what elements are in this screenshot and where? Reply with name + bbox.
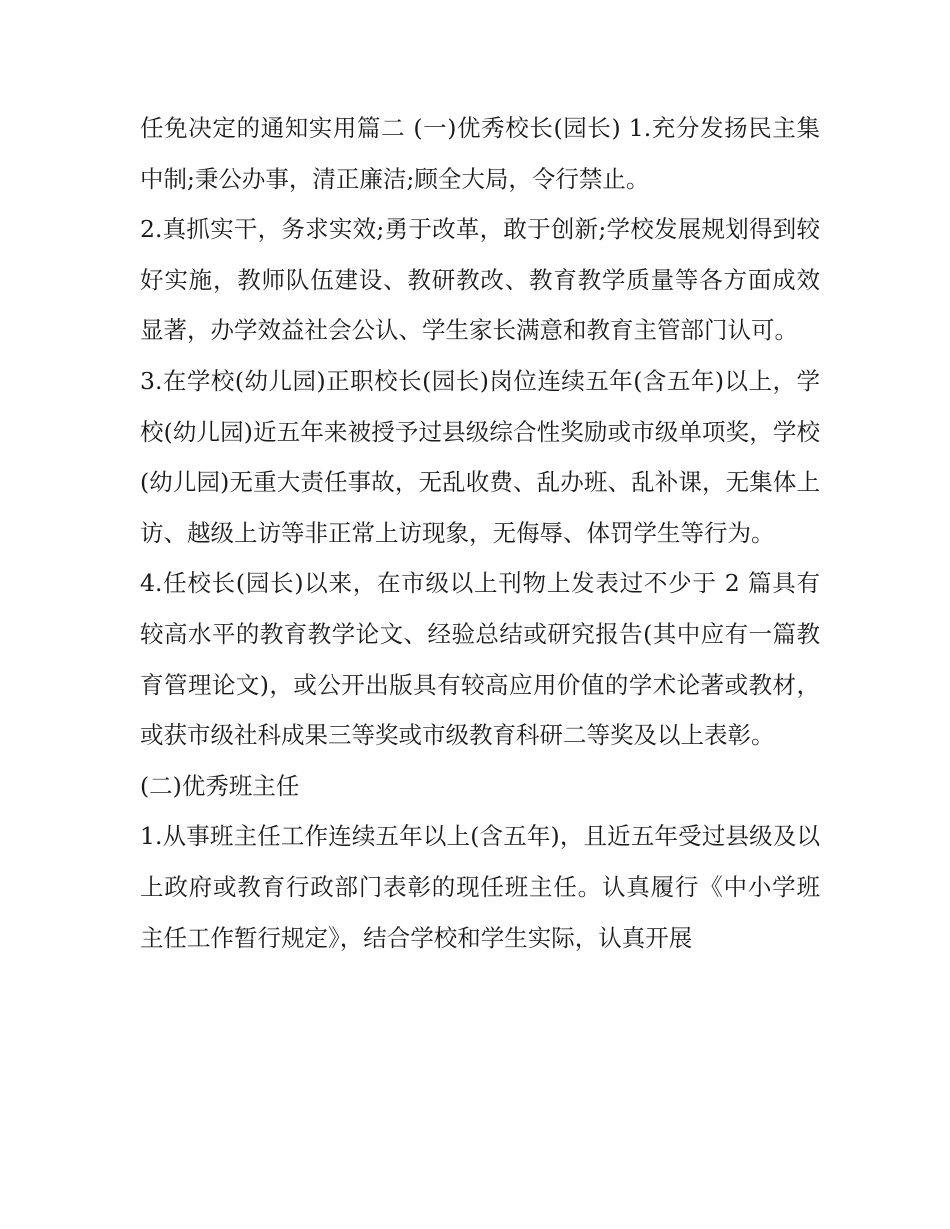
paragraph-item-3: 3.在学校(幼儿园)正职校长(园长)岗位连续五年(含五年)以上，学校(幼儿园)近五年来被授予过县级综合性奖励或市级单项奖，学校(幼儿园)无重大责任事故，无乱收费、乱办班、乱补课，无集体上访、越级上访等非正常上访现象，无侮辱、体罚学生等行为。 (140, 366, 820, 547)
document-body (140, 103, 820, 963)
paragraph-class-teacher-1: 1.从事班主任工作连续五年以上(含五年)，且近五年受过县级及以上政府或教育行政部门表彰的现任班主任。认真履行《中小学班主任工作暂行规定》，结合学校和学生实际，认真开展 (140, 822, 820, 952)
section-heading-class-teacher: (二)优秀班主任 (140, 771, 300, 800)
paragraph-item-4: 4.任校长(园长)以来，在市级以上刊物上发表过不少于 2 篇具有较高水平的教育教学论文、经验总结或研究报告(其中应有一篇教育管理论文)，或公开出版具有较高应用价值的学术论著或教材，或获市级社科成果三等奖或市级教育科研二等奖及以上表彰。 (140, 569, 820, 750)
paragraph-intro: 任免决定的通知实用篇二 (一)优秀校长(园长) 1.充分发扬民主集中制;秉公办事，清正廉洁;顾全大局，令行禁止。 (140, 114, 820, 193)
paragraph-item-2: 2.真抓实干，务求实效;勇于改革，敢于创新;学校发展规划得到较好实施，教师队伍建设、教研教改、教育教学质量等各方面成效显著，办学效益社会公认、学生家长满意和教育主管部门认可。 (140, 215, 820, 345)
